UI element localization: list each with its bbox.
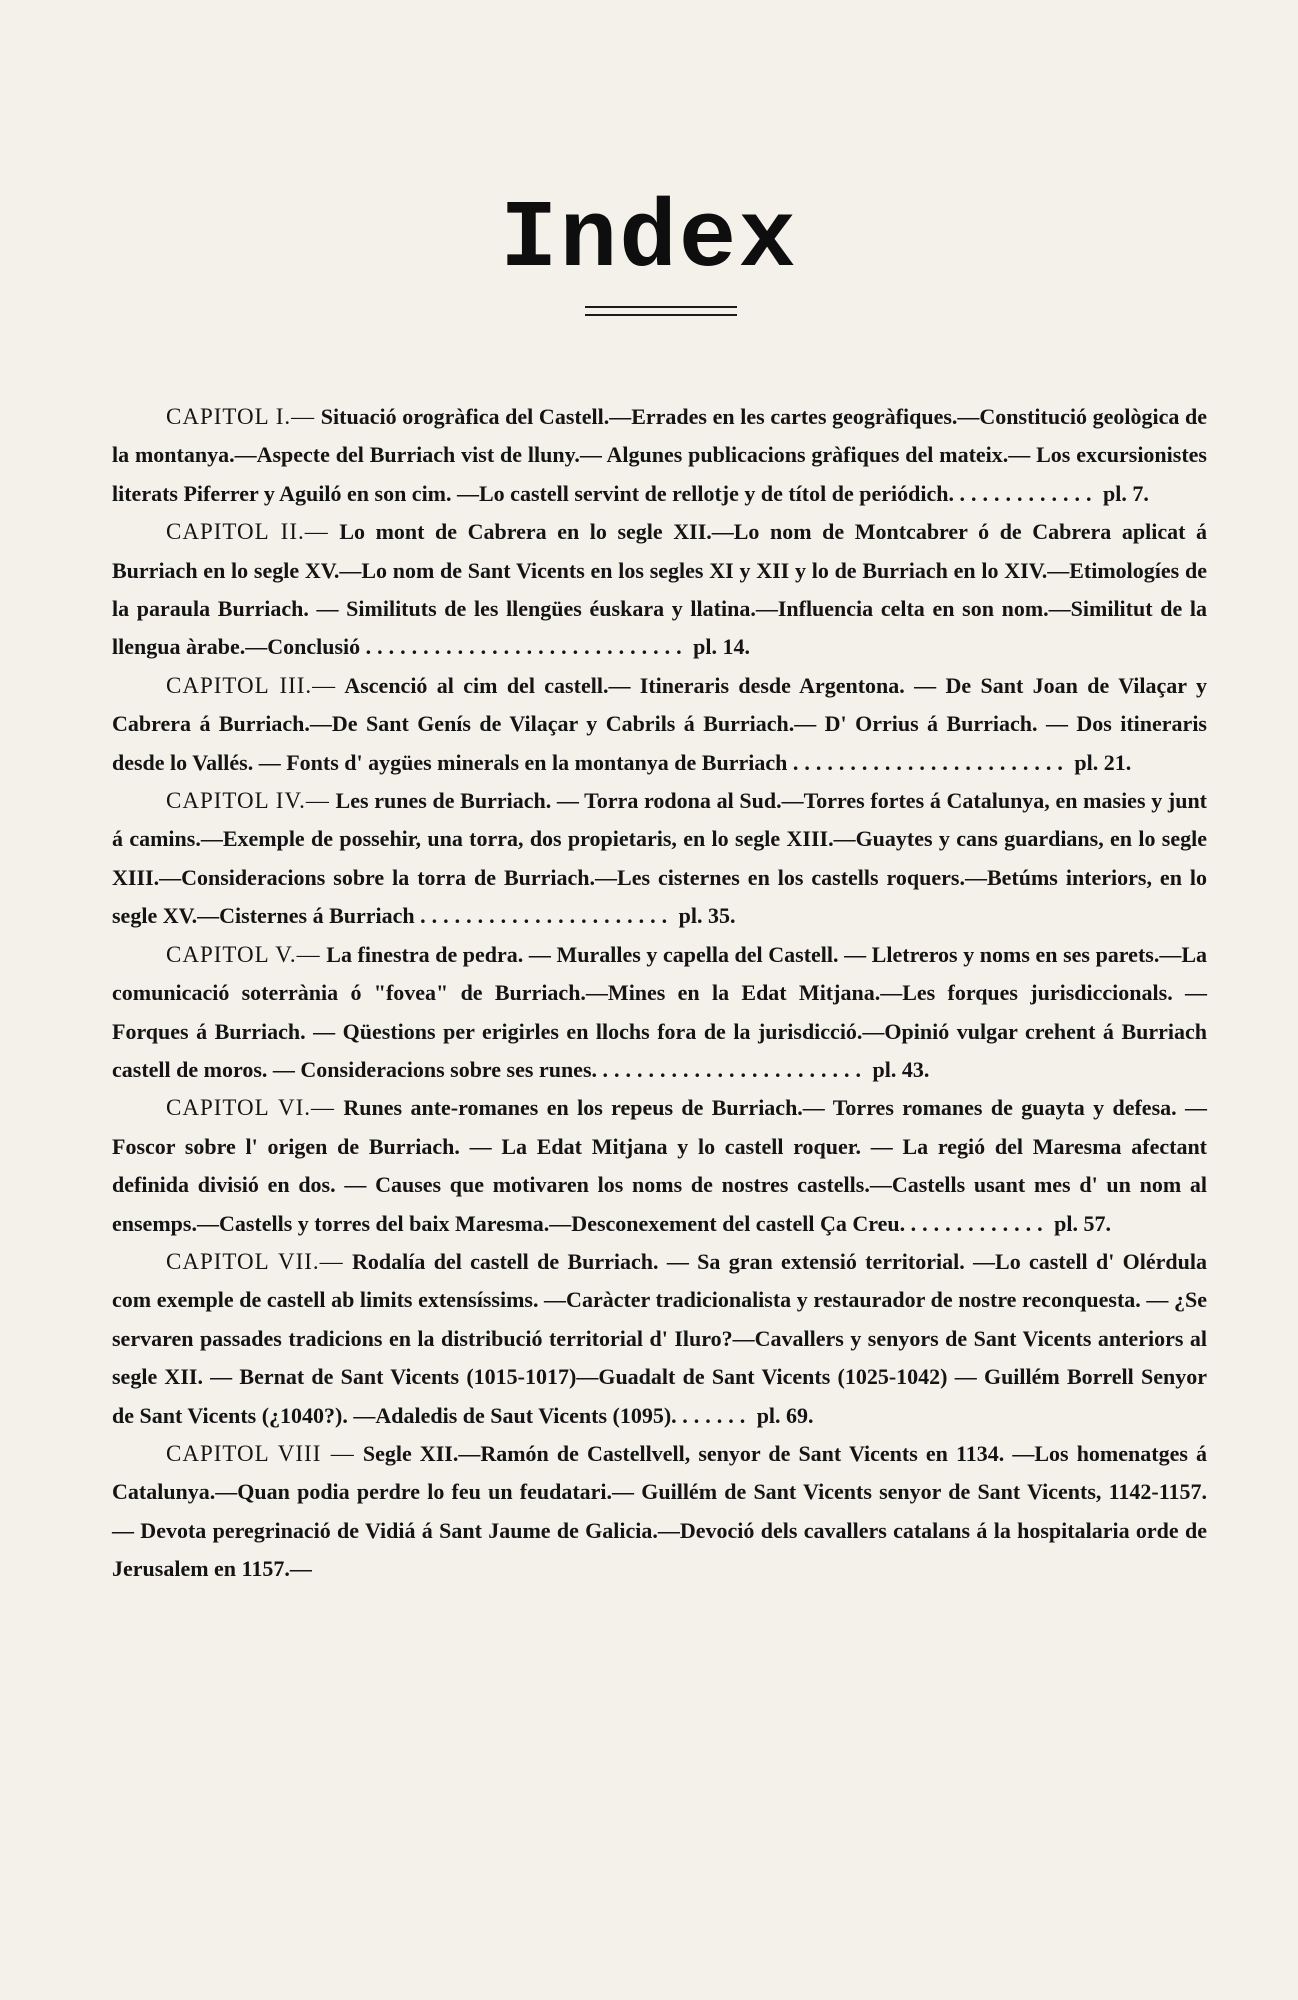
- chapter-description: Ascenció al cim del castell.— Itineraris desde Argentona. — De Sant Joan de Vilaçar y Cabrera á Burriach.—De Sant Genís de Vilaçar y Cabrils á Burriach.— D' Orrius á Burriach. — Dos itineraris desde lo Vallés. — Fonts d' aygües minerals en la montanya de Burriach: [112, 672, 1208, 775]
- chapter-description: Segle XII.—Ramón de Castellvell, senyor de Sant Vicents en 1134. —Los homenatges á Catalunya.—Quan podia perdre lo feu un feudatari.— Guillém de Sant Vicents senyor de Sant Vicents, 1142-1157. — Devota peregrinació de Vidiá á Sant Jaume de Galicia.—Devoció dels cavallers catalans á la hospitalaria orde de Jerusalem en 1157.—: [112, 1440, 1208, 1582]
- chapter-description: La finestra de pedra. — Muralles y capella del Castell. — Lletreros y noms en ses parets.—La comunicació soterrània ó "fovea" de Burriach.—Mines en la Edat Mitjana.—Les forques jurisdiccionals. — Forques á Burriach. — Qüestions per erigirles en llochs fora de la jurisdicció.—Opinió vulgar crehent á Burriach castell de moros. — Consideracions sobre ses runes.: [112, 941, 1208, 1082]
- chapter-label: CAPITOL III.—: [166, 672, 337, 698]
- page-reference: pl. 57.: [1054, 1210, 1111, 1236]
- page-reference: pl. 35.: [678, 903, 736, 929]
- chapter-description: Rodalía del castell de Burriach. — Sa gran extensió territorial. —Lo castell d' Olérdula com exemple de castell ab limits extensíssims. —Caràcter tradicionalista y restaurador de nostre reconquesta. — ¿Se servaren passades tradicions en la distribució territorial d' Iluro?—Cavallers y senyors de Sant Vicents anteriors al segle XII. — Bernat de Sant Vicents (1015-1017)—Guadalt de Sant Vicents (1025-1042) — Guillém Borrell Senyor de Sant Vicents (¿1040?). —Adaledis de Saut Vicents (1095).: [112, 1248, 1208, 1428]
- index-entry: [112, 667, 1207, 782]
- chapter-description: Runes ante-romanes en los repeus de Burriach.— Torres romanes de guayta y defesa. — Foscor sobre l' origen de Burriach. — La Edat Mitjana y lo castell roquer. — La regió del Maresma afectant definida divisió en dos. — Causes que motivaren los noms de nostres castells.—Castells usant mes d' un nom al ensemps.—Castells y torres del baix Maresma.—Desconexement del castell Ça Creu.: [112, 1095, 1207, 1236]
- chapter-description: Situació orogràfica del Castell.—Errades en les cartes geogràfiques.—Constitució geològica de la montanya.—Aspecte del Burriach vist de lluny.— Algunes publicacions gràfiques del mateix.— Los excursionistes literats Piferrer y Aguiló en son cim. —Lo castell servint de rellotje y de títol de periódich.: [112, 404, 1207, 506]
- dot-leader: ............: [959, 480, 1098, 506]
- dot-leader: ............: [910, 1210, 1049, 1236]
- page-reference: pl. 43.: [872, 1056, 930, 1082]
- title-underline: [585, 306, 737, 316]
- index-list: [112, 398, 1207, 1589]
- page-reference: pl. 7.: [1102, 480, 1149, 506]
- index-entry: [112, 782, 1207, 936]
- chapter-description: Les runes de Burriach. — Torra rodona al Sud.—Torres fortes á Catalunya, en masies y junt á camins.—Exemple de possehir, una torra, dos propietaris, en lo segle XIII.—Guaytes y cans guardians, en lo segle XIII.—Consideracions sobre la torra de Burriach.—Les cisternes en los castells roquers.—Betúms interiors, en lo segle XV.—Cisternes á Burriach: [112, 788, 1207, 929]
- chapter-label: CAPITOL VIII —: [166, 1440, 355, 1466]
- dot-leader: ........................: [792, 749, 1069, 775]
- page-title: Index: [499, 185, 799, 294]
- chapter-label: CAPITOL V.—: [166, 941, 321, 967]
- dot-leader: ......: [682, 1402, 752, 1428]
- chapter-label: CAPITOL VII.—: [166, 1248, 344, 1274]
- page-reference: pl. 21.: [1074, 749, 1132, 775]
- dot-leader: ............................: [365, 634, 688, 660]
- index-entry: [112, 1243, 1207, 1435]
- index-entry: [112, 1089, 1207, 1243]
- page-reference: pl. 14.: [693, 634, 750, 660]
- index-entry: [112, 398, 1207, 513]
- dot-leader: ......................: [420, 903, 674, 929]
- dot-leader: .......................: [602, 1056, 868, 1082]
- chapter-label: CAPITOL I.—: [166, 404, 316, 429]
- chapter-label: CAPITOL VI.—: [166, 1095, 336, 1121]
- chapter-description: Lo mont de Cabrera en lo segle XII.—Lo nom de Montcabrer ó de Cabrera aplicat á Burriach en lo segle XV.—Lo nom de Sant Vicents en los segles XI y XII y lo de Burriach en lo XIV.—Etimologíes de la paraula Burriach. — Similituts de les llengües éuskara y llatina.—Influencia celta en son nom.—Similitut de la llengua àrabe.—Conclusió: [112, 519, 1207, 660]
- chapter-label: CAPITOL IV.—: [166, 788, 330, 814]
- page-reference: pl. 69.: [756, 1402, 814, 1428]
- index-entry: [112, 513, 1207, 667]
- index-entry: [112, 936, 1207, 1090]
- chapter-label: CAPITOL II.—: [166, 519, 329, 545]
- index-entry: [112, 1435, 1207, 1589]
